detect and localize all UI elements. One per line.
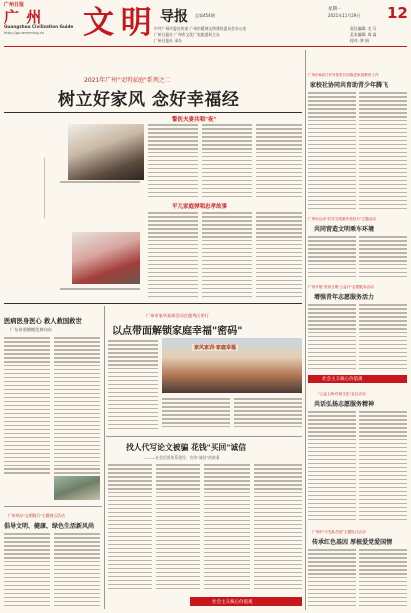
lead-rule [4,112,302,113]
center-story2-col-3 [204,464,250,592]
editor-line-2: 美术编辑: 周 嵩 [350,32,377,37]
left-story2-body-b [54,533,100,609]
photo-caption-1 [60,181,140,183]
center-story2-col-2 [156,464,200,592]
right-value-banner [308,375,407,383]
center-story2-title: 找人代写论文被骗 花钱"买回"诚信 [126,443,246,452]
masthead-issue: 总第454期 [195,13,215,18]
right-value-banner-text: 社会主义核心价值观 [322,377,363,382]
left-story2-body-a [4,533,50,609]
lead-body-col-6 [256,212,302,300]
center-body-col-1 [108,340,158,432]
lead-body-col-2 [202,124,252,200]
left-story2-kicker: 广州举办"文明践行"主题展示活动 [8,513,65,518]
right-story3-title: 增强青年志愿服务活力 [314,294,375,301]
right-story1-body-b [359,92,407,212]
center-bottom-banner-text: 社会主义核心价值观 [212,599,253,605]
sponsor-line-3: 广州日报社 承办 [154,38,182,43]
right-story1-body-a [308,92,356,212]
right-story4-title: 共话弘扬志愿服务精神 [314,401,375,408]
right-story2-title: 共同营造文明乘车环境 [314,226,375,233]
sponsor-line-1: 中共广州市委宣传部 广州市精神文明建设委员会办公室 [154,26,247,31]
right-story2-body-b [359,236,407,280]
left-story1-sub: 广东省道德模范黄向东 [10,327,52,332]
editor-line-3: 校对: 钟 娟 [350,38,369,43]
lead-subhead-1: 警医夫妻共唱"夜" [172,117,217,123]
left-story1-title: 医病医身医心 救人救国救世 [4,318,82,325]
right-story3-body-a [308,304,356,374]
photo-caption-2 [60,288,140,290]
center-title: 以点带面解锁家庭幸福"密码" [112,326,243,337]
masthead-brand-big: 文 明 [83,5,150,41]
center-kicker: 广州市家风家训活动在越秀区举行 [146,313,209,318]
lead-title: 树立好家风 念好幸福经 [58,90,240,110]
masthead-weekday: 星期一 [328,7,342,12]
center-story2-sub: ———社会信用体系建设：宣传"诚信"的故事 [144,455,220,460]
right-story1-title: 家校社协同共育助青少年腾飞 [310,82,389,89]
center-story2-rule [106,436,302,437]
center-photo-caption: 家风家训·家庭幸福 [194,345,236,351]
lead-body-col-1 [148,124,198,200]
right-story4-body-a [308,411,356,525]
center-story2-col-4 [254,464,302,592]
right-story5-kicker: 广州市"少先队员说"主题队日活动 [312,530,366,534]
lead-body-col-5 [202,212,252,300]
right-story5-title: 传承红色基因 厚植爱党爱国情 [312,539,393,546]
lead-subhead-2: 平儿家庭弹唱忠孝故事 [172,204,228,210]
center-body-col-2 [162,398,230,432]
left-photo [54,476,100,500]
masthead-date: 2021年11月29日 [328,13,361,18]
center-photo [162,338,302,393]
masthead-brand-en: Guangzhou Civilization Guide [4,24,74,29]
center-body-col-3 [234,398,302,432]
lead-body-col-3 [256,124,302,200]
right-story2-kicker: 广州市启动"共享文明乘车美好行"主题活动 [308,217,376,221]
masthead-rule [4,46,407,47]
editor-line-1: 责任编辑: 毛 芬 [350,26,377,31]
right-col-divider [305,50,306,610]
lead-body-col-4 [148,212,198,300]
masthead-brand-url: http://gz.wenming.cn [4,30,45,35]
lead-left-col [4,118,44,268]
family-photo-1 [68,124,144,180]
sponsor-line-2: 广州日报社 广州市文化广电旅游局主办 [154,32,220,37]
masthead-brand-top: 广州日报 [4,2,25,8]
left-col-divider [104,306,105,609]
family-photo-2 [72,232,140,284]
center-bottom-banner [190,597,302,606]
left-story1-body-b [54,337,100,477]
lead-bottom-rule [4,303,302,304]
left-column-rule [4,506,102,507]
right-story4-kicker: "公益上海·传统文化"社区活动 [318,392,366,396]
center-story2-col-1 [108,464,152,592]
right-story1-kicker: 广州市6部门对外发布共同推进家庭教育工作 [308,73,379,77]
left-story1-body-a [4,337,50,477]
masthead-guide: 导报 [160,9,188,25]
right-story3-body-b [359,304,407,374]
right-story5-body-a [308,549,356,609]
right-story2-body-a [308,236,356,280]
page-number: 12 [387,4,408,22]
right-story3-kicker: 广州开展"美育文明·公益行"志愿服务活动 [308,285,374,289]
left-story2-title: 倡导文明、健康、绿色生活新风尚 [4,523,95,530]
lead-kicker: 2021年广州"文明家庭"系列之二 [84,77,171,84]
right-story5-body-b [359,549,407,609]
masthead-brand-cn: 广 州 [4,8,43,26]
right-story4-body-b [359,411,407,525]
